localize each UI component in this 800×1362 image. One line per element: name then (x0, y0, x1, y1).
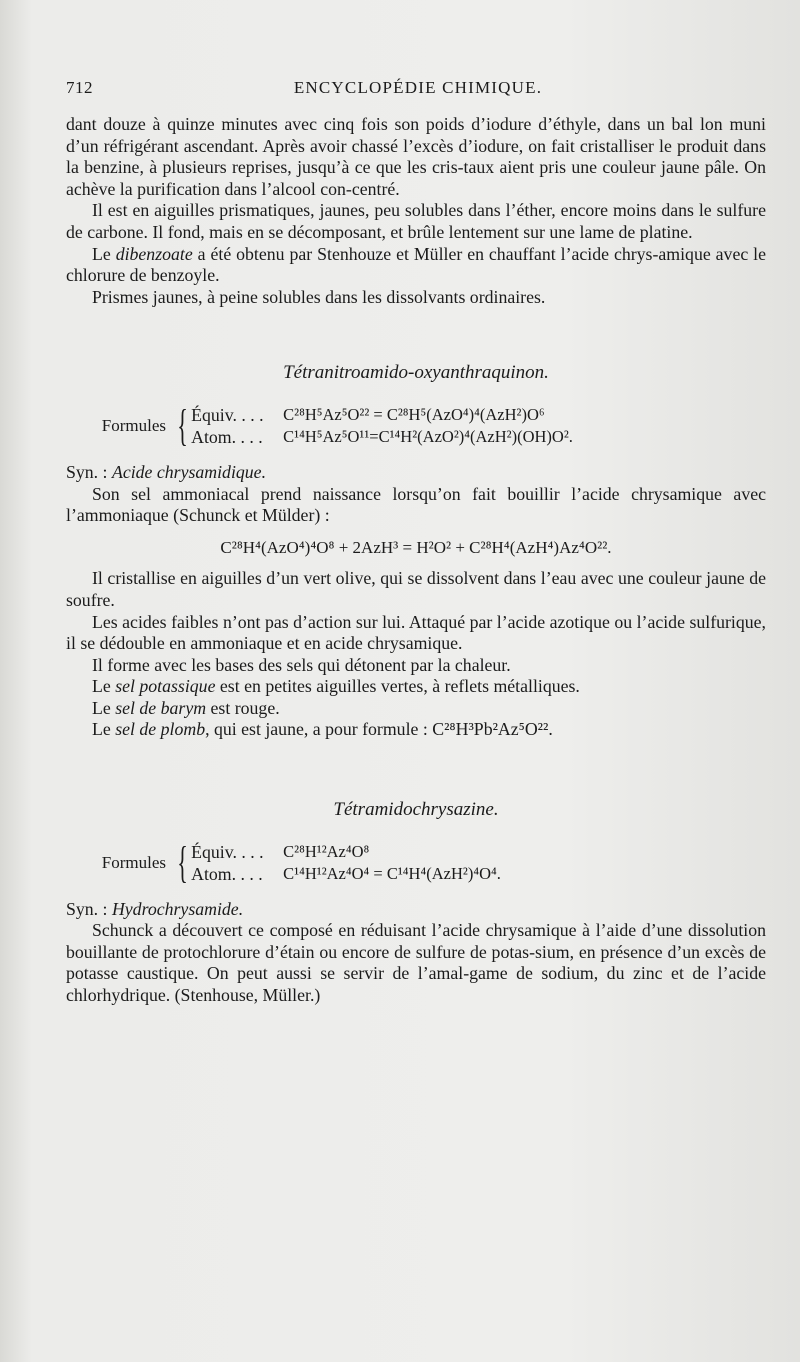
formula-row-equiv (191, 841, 501, 863)
dibenzoate-paragraph (66, 244, 766, 287)
paragraph: dant douze à quinze minutes avec cinq fois son poids d’iodure d’éthyle, dans un bal lon muni d’un réfrigérant ascendant. Après avoir chassé l’excès d’iodure, on fait cristalliser le produit dans la benzine, à plusieurs reprises, jusqu’à ce que les cris-taux aient pris une couleur jaune pâle. On achève la purification dans l’alcool con-centré. (66, 114, 766, 199)
section-title: Tétramidochrysazine. (333, 799, 499, 821)
page-header (66, 78, 770, 102)
formula-row-atom (191, 426, 573, 448)
syn-label: Syn. : (66, 898, 112, 919)
paragraph (66, 698, 766, 720)
text-run: , qui est jaune, a pour formule : C²⁸H³Pb²Az⁵O²². (205, 719, 553, 740)
formula-row-equiv (191, 404, 573, 426)
formula-row-label: Équiv. . . . (191, 841, 264, 862)
paragraph (66, 719, 766, 741)
paragraph: Il est en aiguilles prismatiques, jaunes, peu solubles dans l’éther, encore moins dans le sulfure de carbone. Il fond, mais en se décomposant, et brûle lentement sur une lame de platine. (66, 200, 766, 242)
formula-row-value: C²⁸H⁵Az⁵O²² = C²⁸H⁵(AzO⁴)⁴(AzH²)O⁶ (283, 404, 545, 424)
paragraph: Schunck a découvert ce composé en réduisant l’acide chrysamique à l’aide d’une dissolution bouillante de protochlorure d’étain ou encore de sulfure de potas-sium, en présence d’un excès de potasse caustique. On peut aussi se servir de l’amal-game de sodium, du zinc et de l’acide chlorhydrique. (Stenhouse, Müller.) (66, 920, 766, 1006)
term: sel de plomb (115, 719, 206, 740)
text-run: est rouge. (206, 697, 280, 718)
formula-row-label: Équiv. . . . (191, 404, 264, 425)
term-dibenzoate: dibenzoate (115, 243, 193, 264)
formula-row-atom (191, 863, 501, 885)
section-title: Tétranitroamido-oxyanthraquinon. (283, 362, 549, 384)
term: sel potassique (115, 676, 216, 697)
formula-row-label: Atom. . . . (191, 863, 263, 884)
syn-value: Hydrochrysamide. (111, 898, 244, 919)
paragraph: Son sel ammoniacal prend naissance lorsqu’on fait bouillir l’acide chrysamique avec l’ammoniaque (Schunck et Mülder) : (66, 483, 766, 526)
paragraph (66, 676, 766, 698)
text-run: a été obtenu par Stenhouze et Müller en chauffant l’acide chrys-amique avec le chlorure de benzoyle. (66, 243, 766, 286)
formula-row-value: C¹⁴H¹²Az⁴O⁴ = C¹⁴H⁴(AzH²)⁴O⁴. (283, 863, 501, 883)
formula-row-value: C²⁸H¹²Az⁴O⁸ (283, 841, 370, 861)
running-title: ENCYCLOPÉDIE CHIMIQUE. (293, 78, 543, 97)
formula-rows (191, 841, 501, 885)
term: sel de barym (115, 697, 207, 718)
paragraph: Il forme avec les bases des sels qui détonent par la chaleur. (92, 654, 511, 675)
page-number: 712 (66, 78, 93, 97)
paragraph: Les acides faibles n’ont pas d’action sur lui. Attaqué par l’acide azotique ou l’acide sulfurique, il se dédouble en ammoniaque et en acide chrysamique. (66, 611, 766, 654)
formula-rows (191, 404, 573, 448)
paragraph: Il cristallise en aiguilles d’un vert olive, qui se dissolvent dans l’eau avec une couleur jaune de soufre. (66, 568, 766, 610)
text-run: Le (92, 719, 116, 740)
formula-row-value: C¹⁴H⁵Az⁵O¹¹=C¹⁴H²(AzO²)⁴(AzH²)(OH)O². (283, 426, 573, 446)
formula-block (66, 837, 766, 887)
page-body (66, 114, 766, 1007)
syn-value: Acide chrysamidique. (111, 461, 267, 482)
reaction-equation: C²⁸H⁴(AzO⁴)⁴O⁸ + 2AzH³ = H²O² + C²⁸H⁴(AzH⁴)Az⁴O²². (220, 537, 612, 557)
text-run: Le (92, 243, 116, 264)
text-run: Le (92, 676, 116, 697)
text-run: est en petites aiguilles vertes, à reflets métalliques. (215, 676, 580, 697)
syn-label: Syn. : (66, 461, 112, 482)
synonym-line (66, 462, 766, 484)
text-run: Le (92, 697, 116, 718)
brace: { (177, 837, 188, 887)
formula-block (66, 400, 766, 450)
paragraph: Prismes jaunes, à peine solubles dans les dissolvants ordinaires. (92, 286, 546, 307)
brace: { (177, 400, 188, 450)
synonym-line (66, 899, 766, 921)
formula-label: Formules (101, 416, 166, 436)
formula-row-label: Atom. . . . (191, 426, 263, 447)
formula-label: Formules (101, 852, 166, 872)
